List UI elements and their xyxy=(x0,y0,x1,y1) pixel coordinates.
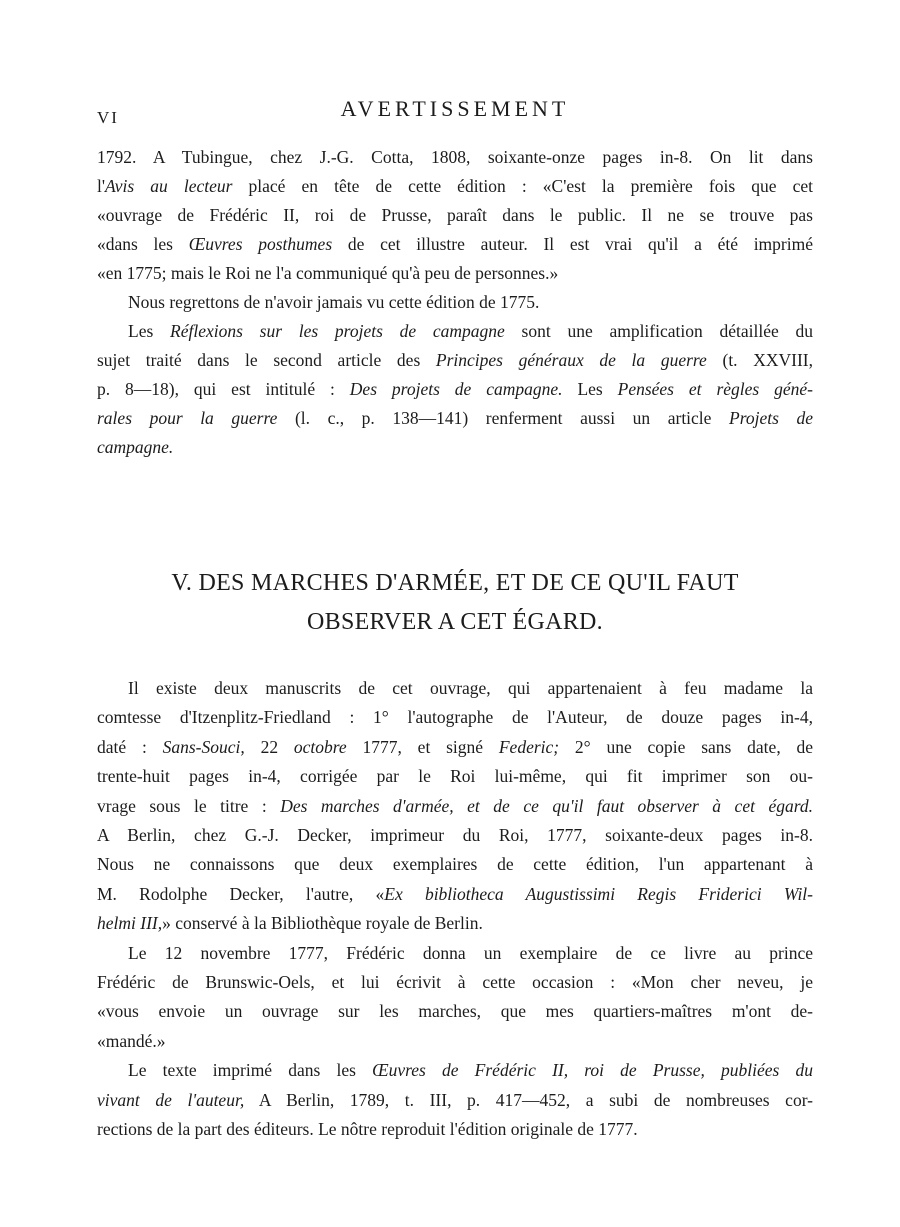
italic-title: campagne. xyxy=(97,437,174,457)
text-line: «ouvrage de Frédéric II, roi de Prusse, paraît dans le public. Il ne se trouve pas xyxy=(97,205,813,225)
text-line: Il existe deux manuscrits de cet ouvrage, qui appartenaient à feu madame la xyxy=(128,678,813,698)
italic-title: Œuvres posthumes xyxy=(188,234,333,254)
text-line: «dans les Œuvres posthumes de cet illustre auteur. Il est vrai qu'il a été imprimé xyxy=(97,234,813,254)
paragraph xyxy=(97,317,813,462)
text-line: comtesse d'Itzenplitz-Friedland : 1° l'autographe de l'Auteur, de douze pages in-4, xyxy=(97,707,813,728)
italic-title: Des projets de campagne. xyxy=(349,379,563,399)
text-line: sujet traité dans le second article des Principes généraux de la guerre (t. XXVIII, xyxy=(97,350,813,370)
text-line: Nous regrettons de n'avoir jamais vu cette édition de 1775. xyxy=(128,292,540,312)
text-line: vivant de l'auteur, A Berlin, 1789, t. III, p. 417—452, a subi de nombreuses cor- xyxy=(97,1089,813,1110)
italic-title: Réflexions sur les projets de campagne xyxy=(170,321,505,341)
italic-title: Ex bibliotheca Augustissimi Regis Friderici Wil- xyxy=(384,883,813,904)
text-line: l'Avis au lecteur placé en tête de cette édition : «C'est la première fois que cet xyxy=(97,176,813,196)
section-heading xyxy=(97,564,813,642)
paragraph xyxy=(97,288,813,317)
italic-title: Projets de xyxy=(729,408,814,428)
paragraph xyxy=(97,674,813,939)
text-line: p. 8—18), qui est intitulé : Des projets de campagne. Les Pensées et règles géné- xyxy=(97,379,813,399)
text-line: Nous ne connaissons que deux exemplaires de cette édition, l'un appartenant à xyxy=(97,854,813,875)
page-number: VI xyxy=(97,108,119,127)
italic-title: Pensées et règles géné- xyxy=(617,379,813,399)
text-line: «vous envoie un ouvrage sur les marches, que mes quartiers-maîtres m'ont de- xyxy=(97,1001,813,1022)
running-head xyxy=(97,96,813,132)
text-line: 1792. A Tubingue, chez J.-G. Cotta, 1808, soixante-onze pages in-8. On lit dans xyxy=(97,147,813,167)
paragraph xyxy=(97,939,813,1057)
text-line: trente-huit pages in-4, corrigée par le Roi lui-même, qui fit imprimer son ou- xyxy=(97,766,813,787)
text-line: vrage sous le titre : Des marches d'armée, et de ce qu'il faut observer à cet égard. xyxy=(97,795,814,816)
text-line: Les Réflexions sur les projets de campagne sont une amplification détaillée du xyxy=(128,321,813,341)
italic-title: rales pour la guerre xyxy=(97,408,278,428)
paragraph xyxy=(97,143,813,288)
text-line: helmi III,» conservé à la Bibliothèque royale de Berlin. xyxy=(97,913,483,934)
text-line: A Berlin, chez G.-J. Decker, imprimeur du Roi, 1777, soixante-deux pages in-8. xyxy=(97,825,813,846)
section-body xyxy=(97,674,813,1145)
section-heading-line: V. DES MARCHES D'ARMÉE, ET DE CE QU'IL FAUT xyxy=(171,570,739,596)
text-line: rections de la part des éditeurs. Le nôtre reproduit l'édition originale de 1777. xyxy=(97,1119,638,1140)
text-line: Le 12 novembre 1777, Frédéric donna un exemplaire de ce livre au prince xyxy=(128,942,813,963)
italic-title: Des marches d'armée, et de ce qu'il faut observer à cet égard. xyxy=(280,795,814,816)
text-line: «en 1775; mais le Roi ne l'a communiqué qu'à peu de personnes.» xyxy=(97,263,559,283)
text-line: rales pour la guerre (l. c., p. 138—141) renferment aussi un article Projets de xyxy=(97,408,814,428)
running-title: AVERTISSEMENT xyxy=(340,96,570,121)
text-line: Le texte imprimé dans les Œuvres de Frédéric II, roi de Prusse, publiées du xyxy=(128,1060,814,1081)
italic-title: helmi III, xyxy=(97,913,163,934)
text-line: «mandé.» xyxy=(97,1030,166,1051)
italic-title: Œuvres de Frédéric II, roi de Prusse, publiées du xyxy=(372,1060,814,1081)
italic-title: Principes généraux de la guerre xyxy=(435,350,707,370)
text-line: M. Rodolphe Decker, l'autre, «Ex bibliotheca Augustissimi Regis Friderici Wil- xyxy=(97,883,813,904)
italic-title: vivant de l'auteur, xyxy=(97,1089,245,1110)
text-line: daté : Sans-Souci, 22 octobre 1777, et signé Federic; 2° une copie sans date, de xyxy=(97,736,814,757)
text-line: Frédéric de Brunswic-Oels, et lui écrivit à cette occasion : «Mon cher neveu, je xyxy=(97,972,813,993)
text-line xyxy=(97,433,813,462)
continuation-text xyxy=(97,143,813,462)
section-heading-line: OBSERVER A CET ÉGARD. xyxy=(307,609,603,635)
paragraph xyxy=(97,1056,813,1144)
italic-title: Avis au lecteur xyxy=(105,176,233,196)
